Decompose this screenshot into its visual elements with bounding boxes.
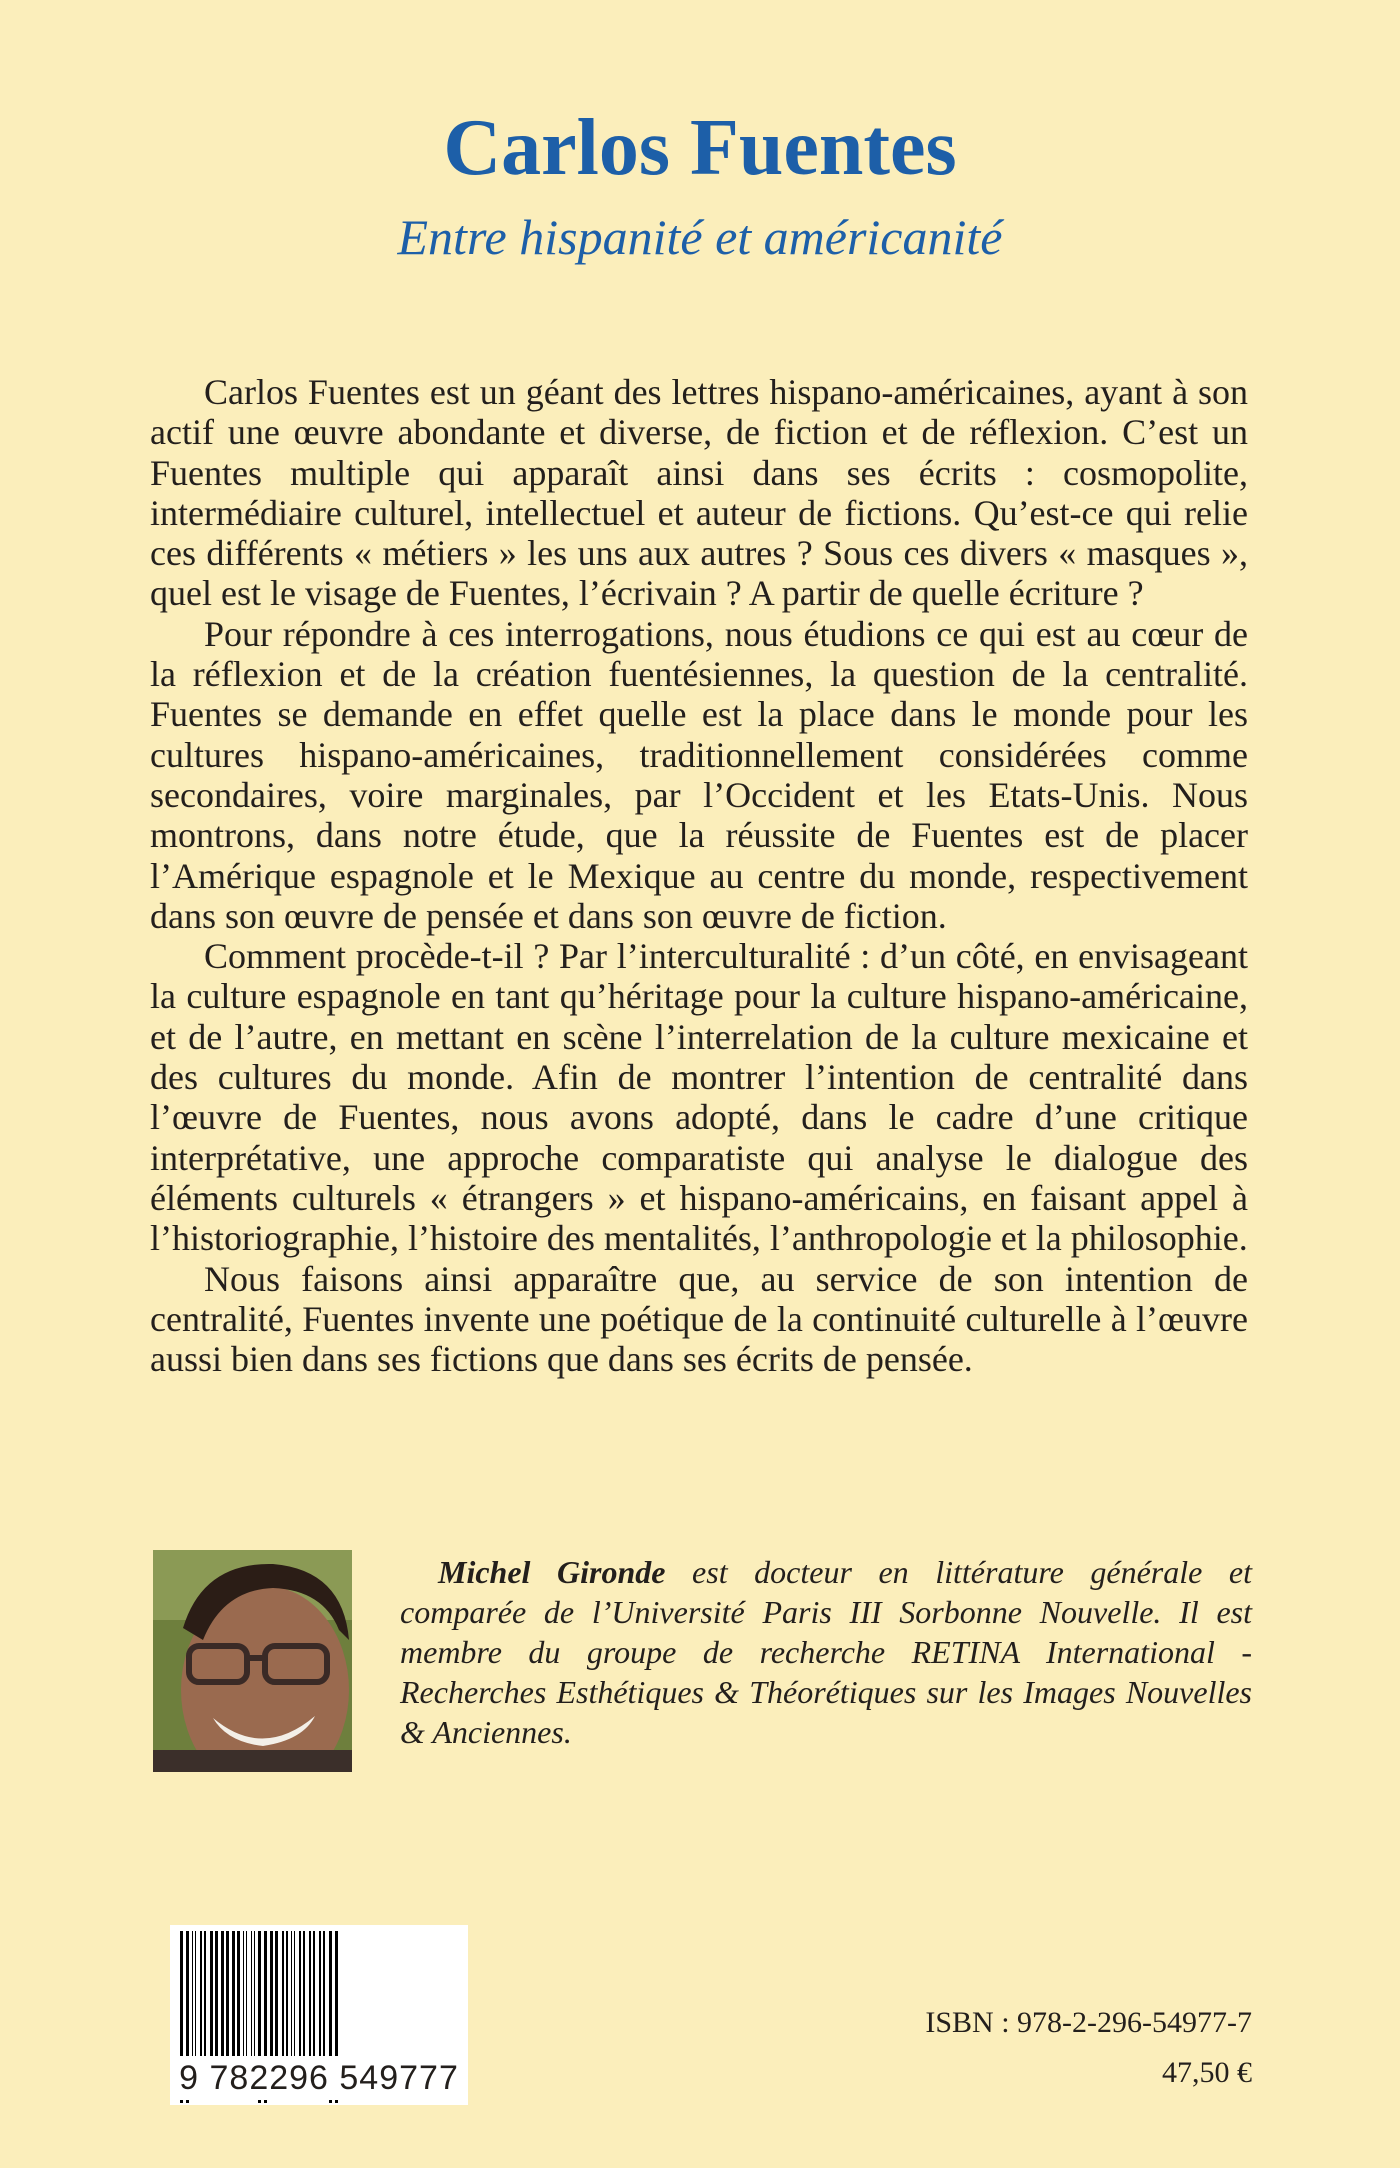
barcode-bar [294,1931,295,2061]
barcode-bar [192,1931,193,2061]
barcode-bar [299,1931,301,2061]
summary-paragraph-4: Nous faisons ainsi apparaître que, au service de son intention de centralité, Fuentes invente une poétique de la continuité culturelle à l’œuvre aussi bien dans ses fictions que dans ses écrits de pensée. [150,1258,1248,1380]
barcode-bar [246,1931,247,2061]
summary-text [150,372,1248,1379]
barcode-bar [226,1931,229,2061]
barcode-bar [286,1931,288,2061]
barcode-bar [215,1931,218,2061]
barcode-bar [237,1931,240,2061]
author-portrait-illustration [153,1550,352,1772]
barcode-digits: 9 782296 549777 [170,2056,468,2100]
isbn: ISBN : 978-2-296-54977-7 [925,2006,1252,2039]
barcode-bar [204,1931,206,2061]
barcode-bar [210,1931,213,2061]
barcode-bar [251,1931,252,2061]
barcode-bar [323,1931,325,2061]
barcode-bar [200,1931,202,2061]
barcode-bar [319,1931,321,2061]
barcode-bar [313,1931,315,2061]
barcode-bar [275,1931,278,2061]
barcode-bar [282,1931,284,2061]
barcode-bar [254,1931,255,2061]
author-bio-text: est docteur en littérature générale et comparée de l’Université Paris III Sorbonne Nouvelle. Il est membre du groupe de recherche RETINA International - Recherches Esthétiques & Théorétiques sur les Images Nouvelles & Anciennes. [400,1554,1253,1750]
author-photo [153,1550,352,1772]
barcode-bar [309,1931,311,2061]
book-title: Carlos Fuentes [443,104,957,192]
barcode-bar [303,1931,305,2061]
price: 47,50 € [1162,2056,1252,2089]
barcode-bar [195,1931,196,2061]
barcode-bar [270,1931,273,2061]
summary-paragraph-3: Comment procède-t-il ? Par l’interculturalité : d’un côté, en envisageant la culture espagnole en tant qu’héritage pour la culture hispano-américaine, et de l’autre, en mettant en scène l’interrelation de la culture mexicaine et des cultures du monde. Afin de montrer l’intention de centralité dans l’œuvre de Fuentes, nous avons adopté, dans le cadre d’une critique interprétative, une approche comparatiste qui analyse le dialogue des éléments culturels « étrangers » et hispano-américains, en faisant appel à l’historiographie, l’histoire des mentalités, l’anthropologie et la philosophie. [150,936,1248,1259]
barcode-bar [243,1931,244,2061]
summary-paragraph-1: Carlos Fuentes est un géant des lettres hispano-américaines, ayant à son actif une œuvre abondante et diverse, de fiction et de réflexion. C’est un Fuentes multiple qui apparaît ainsi dans ses écrits : cosmopolite, intermédiaire culturel, intellectuel et auteur de fictions. Qu’est-ce qui relie ces différents « métiers » les uns aux autres ? Sous ces divers « masques », quel est le visage de Fuentes, l’écrivain ? A partir de quelle écriture ? [150,372,1248,614]
summary-paragraph-2: Pour répondre à ces interrogations, nous étudions ce qui est au cœur de la réflexion et de la création fuentésiennes, la question de la centralité. Fuentes se demande en effet quelle est la place dans le monde pour les cultures hispano-américaines, traditionnellement considérées comme secondaires, voire marginales, par l’Occident et les Etats-Unis. Nous montrons, dans notre étude, que la réussite de Fuentes est de placer l’Amérique espagnole et le Mexique au centre du monde, respectivement dans son œuvre de pensée et dans son œuvre de fiction. [150,613,1248,936]
barcode-bar [221,1931,224,2061]
book-subtitle: Entre hispanité et américanité [397,209,1003,265]
barcode-bar [291,1931,292,2061]
author-name: Michel Gironde [438,1554,666,1590]
author-bio [400,1552,1252,1752]
barcode-bar [232,1931,235,2061]
